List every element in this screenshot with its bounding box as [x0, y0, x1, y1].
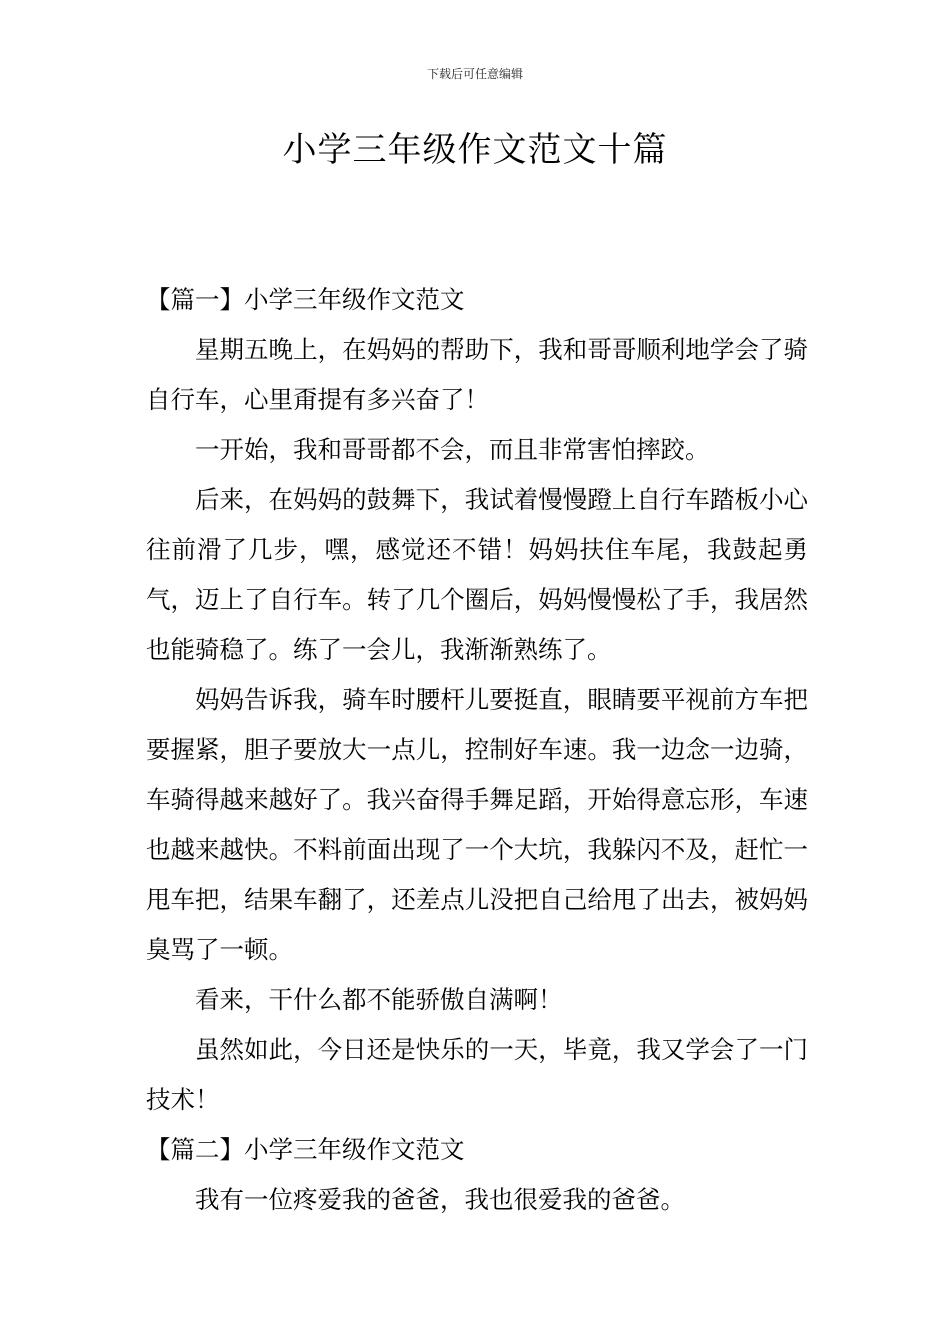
paragraph: 看来，干什么都不能骄傲自满啊！ — [195, 985, 563, 1014]
section-heading-1: 【篇一】小学三年级作文范文 — [146, 285, 465, 314]
document-body — [146, 275, 808, 1225]
paragraph: 后来，在妈妈的鼓舞下，我试着慢慢蹬上自行车踏板小心往前滑了几步，嘿，感觉还不错！妈妈扶住车尾，我鼓起勇气，迈上了自行车。转了几个圈后，妈妈慢慢松了手，我居然也能骑稳了。练了一会儿，我渐渐熟练了。 — [146, 485, 808, 664]
header-note: 下载后可任意编辑 — [426, 67, 523, 81]
document-title: 小学三年级作文范文十篇 — [282, 130, 668, 170]
paragraph: 我有一位疼爱我的爸爸，我也很爱我的爸爸。 — [195, 1185, 685, 1214]
section-heading-2: 【篇二】小学三年级作文范文 — [146, 1135, 465, 1164]
paragraph: 星期五晚上，在妈妈的帮助下，我和哥哥顺利地学会了骑自行车，心里甭提有多兴奋了！ — [146, 335, 808, 414]
paragraph: 一开始，我和哥哥都不会，而且非常害怕摔跤。 — [195, 435, 710, 464]
paragraph: 虽然如此，今日还是快乐的一天，毕竟，我又学会了一门技术！ — [146, 1035, 808, 1114]
paragraph: 妈妈告诉我，骑车时腰杆儿要挺直，眼睛要平视前方车把要握紧，胆子要放大一点儿，控制好车速。我一边念一边骑，车骑得越来越好了。我兴奋得手舞足蹈，开始得意忘形，车速也越来越快。不料前面出现了一个大坑，我躲闪不及，赶忙一甩车把，结果车翻了，还差点儿没把自己给甩了出去，被妈妈臭骂了一顿。 — [146, 685, 808, 964]
